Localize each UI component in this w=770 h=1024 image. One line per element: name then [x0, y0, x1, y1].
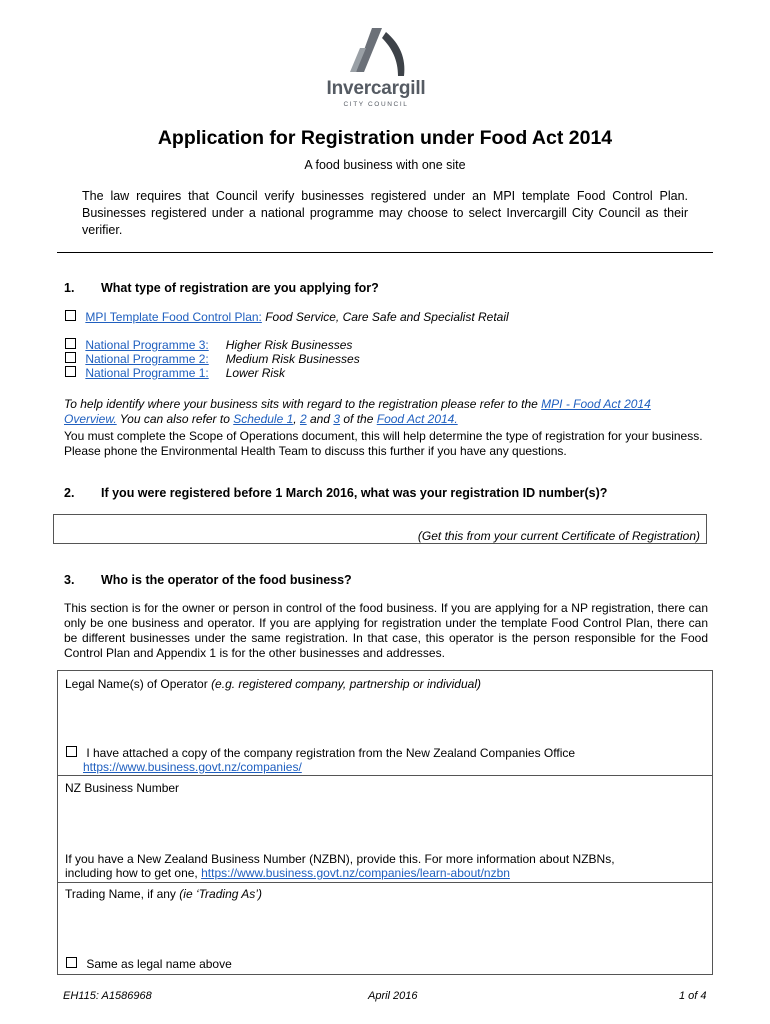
legal-name-section[interactable]	[58, 671, 712, 776]
help-and: and	[306, 412, 334, 426]
intro-paragraph: The law requires that Council verify businesses registered under an MPI template Food Control Plan. Businesses registered under a national programme may choose to select Invercargill City Council as their verifier.	[82, 189, 688, 237]
section-divider	[57, 252, 713, 253]
company-registration-checkbox[interactable]	[66, 746, 77, 757]
companies-office-link[interactable]: https://www.business.govt.nz/companies/	[83, 760, 302, 774]
nzbn-info-line2	[65, 866, 510, 880]
help-text-b: You can also refer to	[116, 412, 234, 426]
footer-doc-ref: EH115: A1586968	[63, 990, 152, 1002]
mpi-overview-link-cont[interactable]: Overview.	[64, 412, 117, 426]
schedule-1-link[interactable]: Schedule 1	[233, 412, 294, 426]
company-registration-label: I have attached a copy of the company registration from the New Zealand Companies Office	[86, 746, 576, 760]
page-title: Application for Registration under Food Act 2014	[157, 127, 613, 149]
same-as-legal-row	[66, 957, 232, 971]
food-act-link[interactable]: Food Act 2014.	[376, 412, 458, 426]
mpi-overview-link[interactable]: MPI - Food Act 2014	[541, 397, 651, 411]
nzbn-link[interactable]: https://www.business.govt.nz/companies/learn-about/nzbn	[201, 866, 510, 880]
trading-name-label-text: Trading Name, if any	[65, 887, 180, 901]
council-logo	[316, 26, 436, 110]
q1-option-np1	[65, 366, 285, 380]
legal-name-hint: (e.g. registered company, partnership or individual)	[211, 677, 481, 691]
registration-id-hint: (Get this from your current Certificate of Registration)	[417, 529, 700, 543]
page-subtitle: A food business with one site	[304, 158, 466, 172]
np3-desc: Higher Risk Businesses	[225, 338, 353, 352]
q1-option-mpi	[65, 310, 509, 324]
nzbn-info-text: including how to get one,	[65, 866, 202, 880]
help-of-the: of the	[340, 412, 377, 426]
np1-link[interactable]: National Programme 1:	[85, 366, 209, 380]
mpi-template-link[interactable]: MPI Template Food Control Plan:	[85, 310, 262, 324]
legal-name-label	[65, 677, 481, 691]
trading-name-section[interactable]	[58, 882, 712, 974]
footer-page-number: 1 of 4	[679, 990, 707, 1002]
q1-option-np3	[65, 338, 352, 352]
q3-intro: This section is for the owner or person in control of the food business. If you are applying for a NP registration, there can only be one business and operator. If you are applying for registration under the template Food Control Plan, there can be different businesses under the same registration. In that case, this operator is the person responsible for the Food Control Plan and Appendix 1 is for the other businesses and addresses.	[64, 601, 708, 660]
logo-wordmark: Invercargill	[326, 78, 426, 99]
mpi-template-desc: Food Service, Care Safe and Specialist Retail	[265, 310, 509, 324]
q1-option-np2	[65, 352, 360, 366]
np3-checkbox[interactable]	[65, 338, 76, 349]
logo-mark-icon	[342, 26, 410, 78]
q1-note: You must complete the Scope of Operations document, this will help determine the type of registration for your business. Please phone the Environmental Health Team to discuss this further if you have any questions.	[64, 429, 703, 458]
q3-number: 3.	[64, 573, 75, 587]
nzbn-label: NZ Business Number	[65, 781, 180, 795]
company-registration-row	[66, 746, 575, 760]
np2-checkbox[interactable]	[65, 352, 76, 363]
np3-link[interactable]: National Programme 3:	[85, 338, 209, 352]
operator-details-box	[57, 670, 713, 975]
mpi-template-checkbox[interactable]	[65, 310, 76, 321]
same-as-legal-checkbox[interactable]	[66, 957, 77, 968]
np2-desc: Medium Risk Businesses	[225, 352, 360, 366]
np2-link[interactable]: National Programme 2:	[85, 352, 209, 366]
nzbn-section[interactable]	[58, 775, 712, 883]
nzbn-info-line1: If you have a New Zealand Business Number (NZBN), provide this. For more information about NZBNs,	[65, 852, 615, 866]
help-text-a: To help identify where your business sits with regard to the registration please refer to the	[64, 397, 538, 411]
trading-name-label	[65, 887, 262, 901]
help-comma: ,	[293, 412, 297, 426]
q3-question: Who is the operator of the food business?	[101, 573, 352, 587]
schedule-3-link[interactable]: 3	[333, 412, 341, 426]
registration-id-field[interactable]	[53, 514, 707, 544]
logo-subtitle: CITY COUNCIL	[343, 101, 409, 108]
same-as-legal-label: Same as legal name above	[86, 957, 232, 971]
np1-checkbox[interactable]	[65, 366, 76, 377]
legal-name-label-text: Legal Name(s) of Operator	[65, 677, 212, 691]
footer-date: April 2016	[368, 990, 418, 1002]
q2-question: If you were registered before 1 March 2016, what was your registration ID number(s)?	[101, 486, 608, 500]
np1-desc: Lower Risk	[225, 366, 286, 380]
trading-name-hint: (ie ‘Trading As’)	[179, 887, 262, 901]
q1-number: 1.	[64, 281, 75, 295]
q1-help-text	[64, 397, 710, 427]
q2-number: 2.	[64, 486, 75, 500]
q1-question: What type of registration are you applying for?	[101, 281, 379, 295]
schedule-2-link[interactable]: 2	[299, 412, 307, 426]
